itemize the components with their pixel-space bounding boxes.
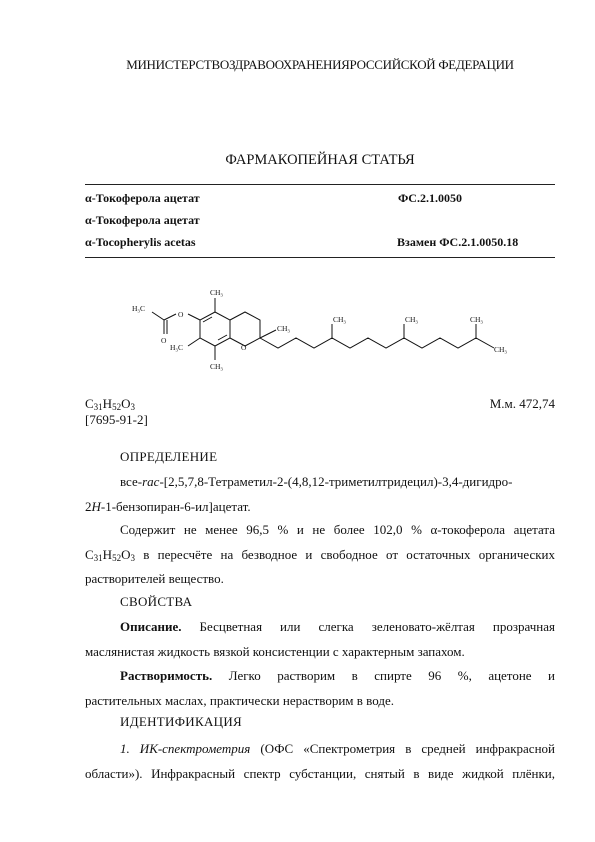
label-ring-o: O bbox=[241, 343, 247, 352]
identification-ir: 1. ИК-спектрометрия (ОФС «Спектрометрия в средней инфракрасной области»). Инфракрасный спектр субстанции, снятый в виде жидкой плёнки, bbox=[85, 741, 555, 781]
name-latin: α-Tocopherylis acetas bbox=[85, 235, 196, 249]
ministry-heading: МИНИСТЕРСТВОЗДРАВООХРАНЕНИЯРОССИЙСКОЙ ФЕДЕРАЦИИ bbox=[126, 57, 514, 72]
name-ru-2: α-Токоферола ацетат bbox=[85, 213, 200, 227]
properties-description: Описание. Бесцветная или слегка зеленовато-жёлтая прозрачная маслянистая жидкость вязкой консистенции с характерным запахом. bbox=[85, 619, 555, 659]
label-methyl-bottom: CH₃ bbox=[210, 362, 224, 371]
section-identification: ИДЕНТИФИКАЦИЯ bbox=[120, 714, 242, 729]
section-definition: ОПРЕДЕЛЕНИЕ bbox=[120, 449, 218, 464]
article-code: ФС.2.1.0050 bbox=[398, 191, 462, 205]
properties-solubility: Растворимость. Легко растворим в спирте 96 %, ацетоне и растительных маслах, практически нерастворим в воде. bbox=[85, 668, 555, 708]
molecular-weight: М.м. 472,74 bbox=[489, 396, 555, 411]
header-bottom-rule bbox=[85, 257, 555, 258]
label-methyl-branch1: CH₃ bbox=[333, 315, 347, 324]
definition-content: Содержит не менее 96,5 % и не более 102,0 % α-токоферола ацетата $C_{31}H_{52}O_3$ в пересчёте на безводное и свободное от остаточных органических растворителей вещество. bbox=[85, 522, 555, 586]
label-methyl-branch2: CH₃ bbox=[405, 315, 419, 324]
label-carbonyl-o: O bbox=[161, 336, 167, 345]
header-top-rule bbox=[85, 184, 555, 185]
section-properties: СВОЙСТВА bbox=[120, 594, 193, 609]
replaces-code: Взамен ФС.2.1.0050.18 bbox=[397, 235, 519, 249]
label-acetyl-ch3: H₃C bbox=[132, 304, 146, 313]
definition-chemical-name: все-rac-[2,5,7,8-Тетраметил-2-(4,8,12-триметилтридецил)-3,4-дигидро- 2H-1-бензопиран-6-ил]ацетат. bbox=[85, 474, 513, 514]
label-ester-o: O bbox=[178, 310, 184, 319]
cas-number: [7695-91-2] bbox=[85, 412, 148, 427]
label-methyl-term1: CH₃ bbox=[470, 315, 484, 324]
label-methyl-term2: CH₃ bbox=[494, 345, 508, 354]
label-methyl-top: CH₃ bbox=[210, 288, 224, 297]
label-methyl-quat: CH₃ bbox=[277, 324, 291, 333]
article-title: ФАРМАКОПЕЙНАЯ СТАТЬЯ bbox=[225, 152, 415, 168]
molecular-formula: $C_{31}H_{52}O_3$ bbox=[85, 396, 135, 412]
label-methyl-left: H₃C bbox=[170, 343, 184, 352]
structural-formula bbox=[130, 282, 515, 382]
name-ru-1: α-Токоферола ацетат bbox=[85, 191, 200, 205]
